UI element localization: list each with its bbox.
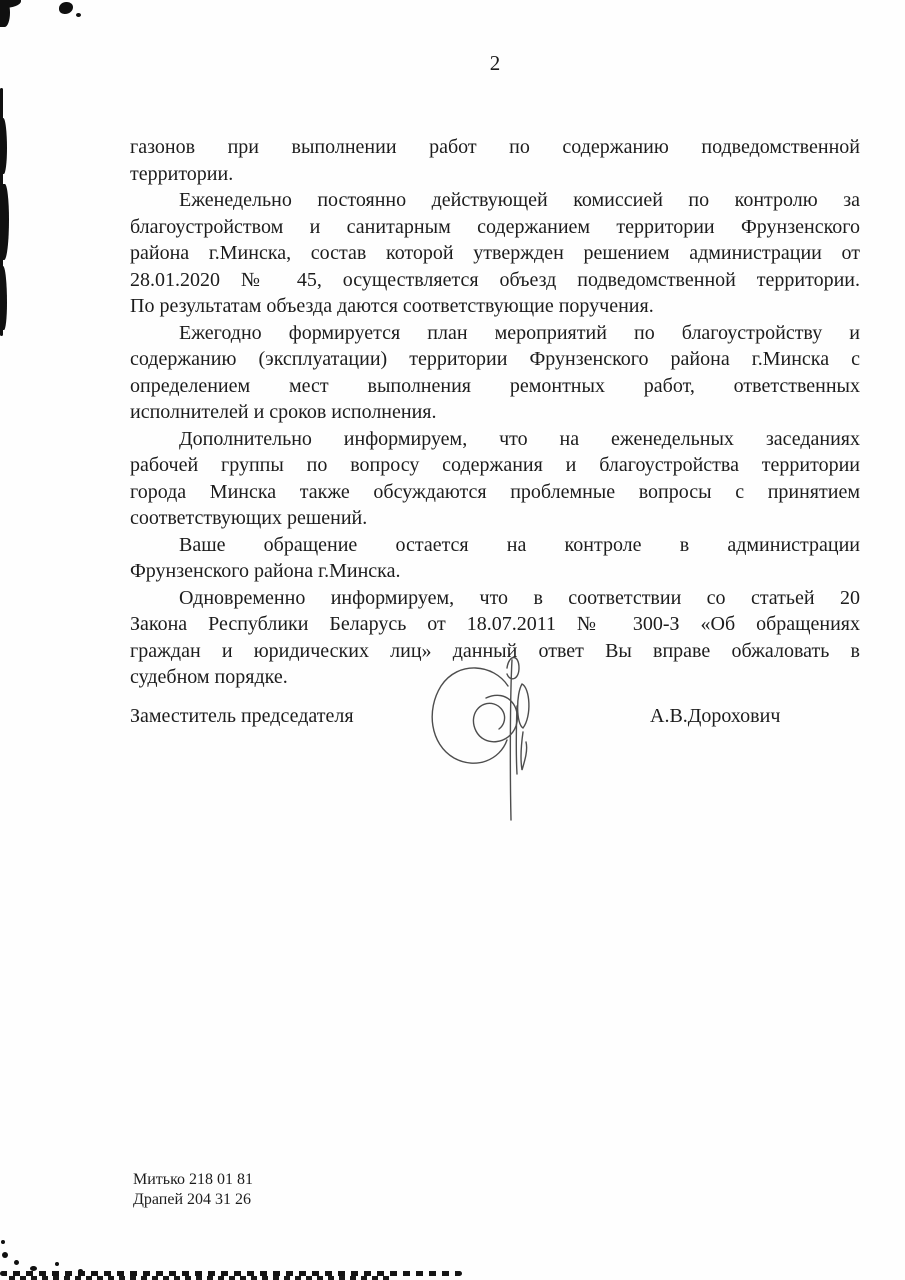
text-line: По результатам объезда даются соответствующие поручения. [130, 295, 654, 317]
scan-artifact-top-blob [59, 2, 73, 14]
scan-artifact-speck [76, 13, 81, 17]
text-line: 28.01.2020 № 45, осуществляется объезд подведомственной территории. [130, 268, 860, 291]
text-line: Одновременно информируем, что в соответствии со статьей 20 [179, 586, 860, 609]
handwritten-signature-scribble [424, 646, 556, 828]
page-number: 2 [489, 51, 501, 75]
text-line: района г.Минска, состав которой утвержден решением администрации от [130, 242, 860, 264]
scan-artifact-left-streak [0, 184, 9, 260]
text-line: газонов при выполнении работ по содержанию подведомственной [130, 136, 860, 158]
text-line: Еженедельно постоянно действующей комиссией по контролю за [179, 189, 860, 211]
text-line: определением мест выполнения ремонтных работ, ответственных [130, 374, 860, 397]
executor-contacts [133, 1170, 253, 1210]
scan-artifact-speck [14, 1260, 19, 1265]
text-line: территории. [130, 162, 234, 185]
scan-artifact-left-streak [0, 266, 7, 330]
scan-artifact-speck [2, 1252, 8, 1258]
text-line: города Минска также обсуждаются проблемные вопросы с принятием [130, 480, 860, 503]
text-line: благоустройством и санитарным содержанием территории Фрунзенского [130, 215, 860, 238]
signer-position-title: Заместитель председателя [130, 705, 354, 727]
scan-artifact-left-streak [0, 118, 7, 174]
text-line: рабочей группы по вопросу содержания и благоустройства территории [130, 454, 860, 476]
scan-artifact-top-left [0, 0, 21, 8]
contact-line: Драпей 204 31 26 [133, 1191, 252, 1208]
text-line: соответствующих решений. [130, 507, 368, 529]
text-line: исполнителей и сроков исполнения. [130, 401, 437, 423]
text-line: судебном порядке. [130, 666, 288, 688]
scan-artifact-speck [1, 1240, 5, 1244]
signer-name: А.В.Дорохович [650, 705, 781, 727]
text-line: Ваше обращение остается на контроле в администрации [179, 533, 860, 556]
letter-body [130, 134, 860, 691]
text-line: Дополнительно информируем, что на еженедельных заседаниях [179, 427, 860, 450]
text-line: содержанию (эксплуатации) территории Фрунзенского района г.Минска с [130, 348, 860, 370]
text-line: Фрунзенского района г.Минска. [130, 560, 401, 582]
text-line: граждан и юридических лиц» данный ответ Вы вправе обжаловать в [130, 639, 860, 662]
contact-line: Митько 218 01 81 [133, 1171, 254, 1188]
scan-artifact-speck [55, 1262, 59, 1266]
scan-artifact-bottom-band [4, 1276, 392, 1280]
text-line: Ежегодно формируется план мероприятий по благоустройству и [179, 321, 860, 344]
text-line: Закона Республики Беларусь от 18.07.2011 № 300-З «Об обращениях [130, 613, 860, 635]
